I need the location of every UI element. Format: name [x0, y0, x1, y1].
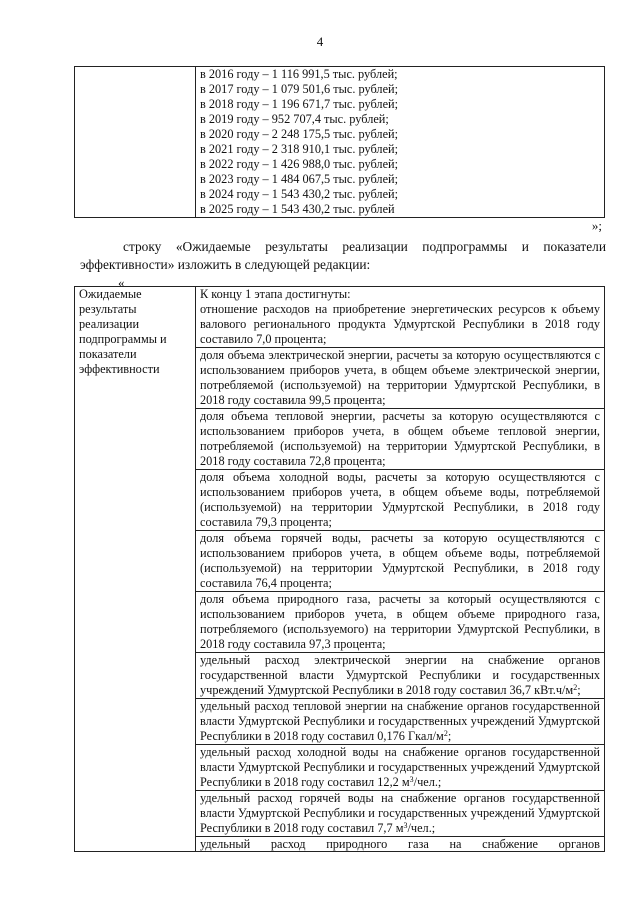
- indicator-text: удельный расход тепловой энергии на снабжение органов государственной власти Удмуртской Республики и государственных учреждений Удмуртской Республики в 2018 году составил 0,176 Гкал/м: [200, 699, 600, 743]
- indicator-item: доля объема тепловой энергии, расчеты за которую осуществляются с использованием приборов учета, в общем объеме тепловой энергии, потребляемой (используемой) на территории Удмуртской Республики, в 2018 году составила 72,8 процента;: [196, 408, 604, 469]
- indicator-item-heat: [196, 698, 604, 744]
- funding-row: в 2021 году – 2 318 910,1 тыс. рублей;: [200, 142, 399, 156]
- funding-row: в 2016 году – 1 116 991,5 тыс. рублей;: [200, 67, 398, 81]
- item-terminator: ;: [447, 729, 452, 743]
- indicator-item-cold-water: [196, 744, 604, 790]
- unit-exponent: 2: [443, 729, 448, 738]
- indicator-text: удельный расход холодной воды на снабжение органов государственной власти Удмуртской Республики и государственных учреждений Удмуртской Республики в 2018 году составил 12,2 м: [200, 745, 600, 789]
- indicator-item: доля объема электрической энергии, расчеты за которую осуществляются с использованием приборов учета, в общем объеме электрической энергии, потребляемой (используемой) на территории Удмуртской Республики, в 2018 году составила 99,5 процента;: [196, 347, 604, 408]
- instruction-line-1: строку «Ожидаемые результаты реализации подпрограммы и показатели: [123, 239, 606, 254]
- funding-row: в 2023 году – 1 484 067,5 тыс. рублей;: [200, 172, 399, 186]
- indicator-item: доля объема природного газа, расчеты за который осуществляются с использованием приборов учета, в общем объеме природного газа, потребляемого (используемого) на территории Удмуртской Республики, в 2018 году составила 97,3 процента;: [196, 591, 604, 652]
- item-terminator: /чел.;: [413, 775, 442, 789]
- opening-quote: «: [118, 275, 125, 290]
- indicator-item: доля объема холодной воды, расчеты за которую осуществляются с использованием приборов учета, в общем объеме воды, потребляемой (используемой) на территории Удмуртской Республики, в 2018 году составила 79,3 процента;: [196, 469, 604, 530]
- results-table: [74, 286, 605, 852]
- unit-exponent: 3: [409, 775, 414, 784]
- unit-exponent: 3: [403, 821, 408, 830]
- funding-label-cell: [75, 67, 196, 218]
- results-label: Ожидаемые результаты реализации подпрограммы и показатели эффективности: [79, 287, 167, 376]
- indicator-item: доля объема горячей воды, расчеты за которую осуществляются с использованием приборов учета, в общем объеме воды, потребляемой (используемой) на территории Удмуртской Республики, в 2018 году составила 76,4 процента;: [196, 530, 604, 591]
- indicator-item: отношение расходов на приобретение энергетических ресурсов к объему валового регионального продукта Удмуртской Республики в 2018 году составило 7,0 процента;: [200, 302, 600, 346]
- funding-row: в 2018 году – 1 196 671,7 тыс. рублей;: [200, 97, 399, 111]
- funding-row: в 2020 году – 2 248 175,5 тыс. рублей;: [200, 127, 399, 141]
- closing-quote: »;: [591, 218, 602, 233]
- results-intro: К концу 1 этапа достигнуты:: [200, 287, 351, 301]
- funding-values-cell: [196, 67, 605, 218]
- page-number: 4: [316, 34, 324, 49]
- instruction-line-2: эффективности» изложить в следующей редакции:: [80, 257, 371, 272]
- instruction-paragraph: [80, 238, 606, 274]
- indicator-item-hot-water: [196, 790, 604, 836]
- funding-row: в 2017 году – 1 079 501,6 тыс. рублей;: [200, 82, 399, 96]
- item-terminator: ;: [577, 683, 581, 697]
- indicator-item-gas: удельный расход природного газа на снабжение органов: [196, 836, 604, 851]
- funding-row: в 2024 году – 1 543 430,2 тыс. рублей;: [200, 187, 399, 201]
- indicator-text: удельный расход электрической энергии на снабжение органов государственной власти Удмуртской Республики и государственных учреждений Удмуртской Республики в 2018 году составил 36,7 кВт.ч/м: [200, 653, 600, 697]
- indicator-text: удельный расход горячей воды на снабжение органов государственной власти Удмуртской Республики и государственных учреждений Удмуртской Республики в 2018 году составил 7,7 м: [200, 791, 600, 835]
- item-terminator: /чел.;: [407, 821, 436, 835]
- results-label-cell: [75, 287, 196, 852]
- funding-table: [74, 66, 605, 218]
- indicator-item-electricity: [196, 652, 604, 698]
- results-content-cell: [196, 287, 605, 852]
- funding-row: в 2022 году – 1 426 988,0 тыс. рублей;: [200, 157, 399, 171]
- unit-exponent: 2: [573, 683, 578, 692]
- funding-row: в 2019 году – 952 707,4 тыс. рублей;: [200, 112, 389, 126]
- funding-row: в 2025 году – 1 543 430,2 тыс. рублей: [200, 202, 395, 216]
